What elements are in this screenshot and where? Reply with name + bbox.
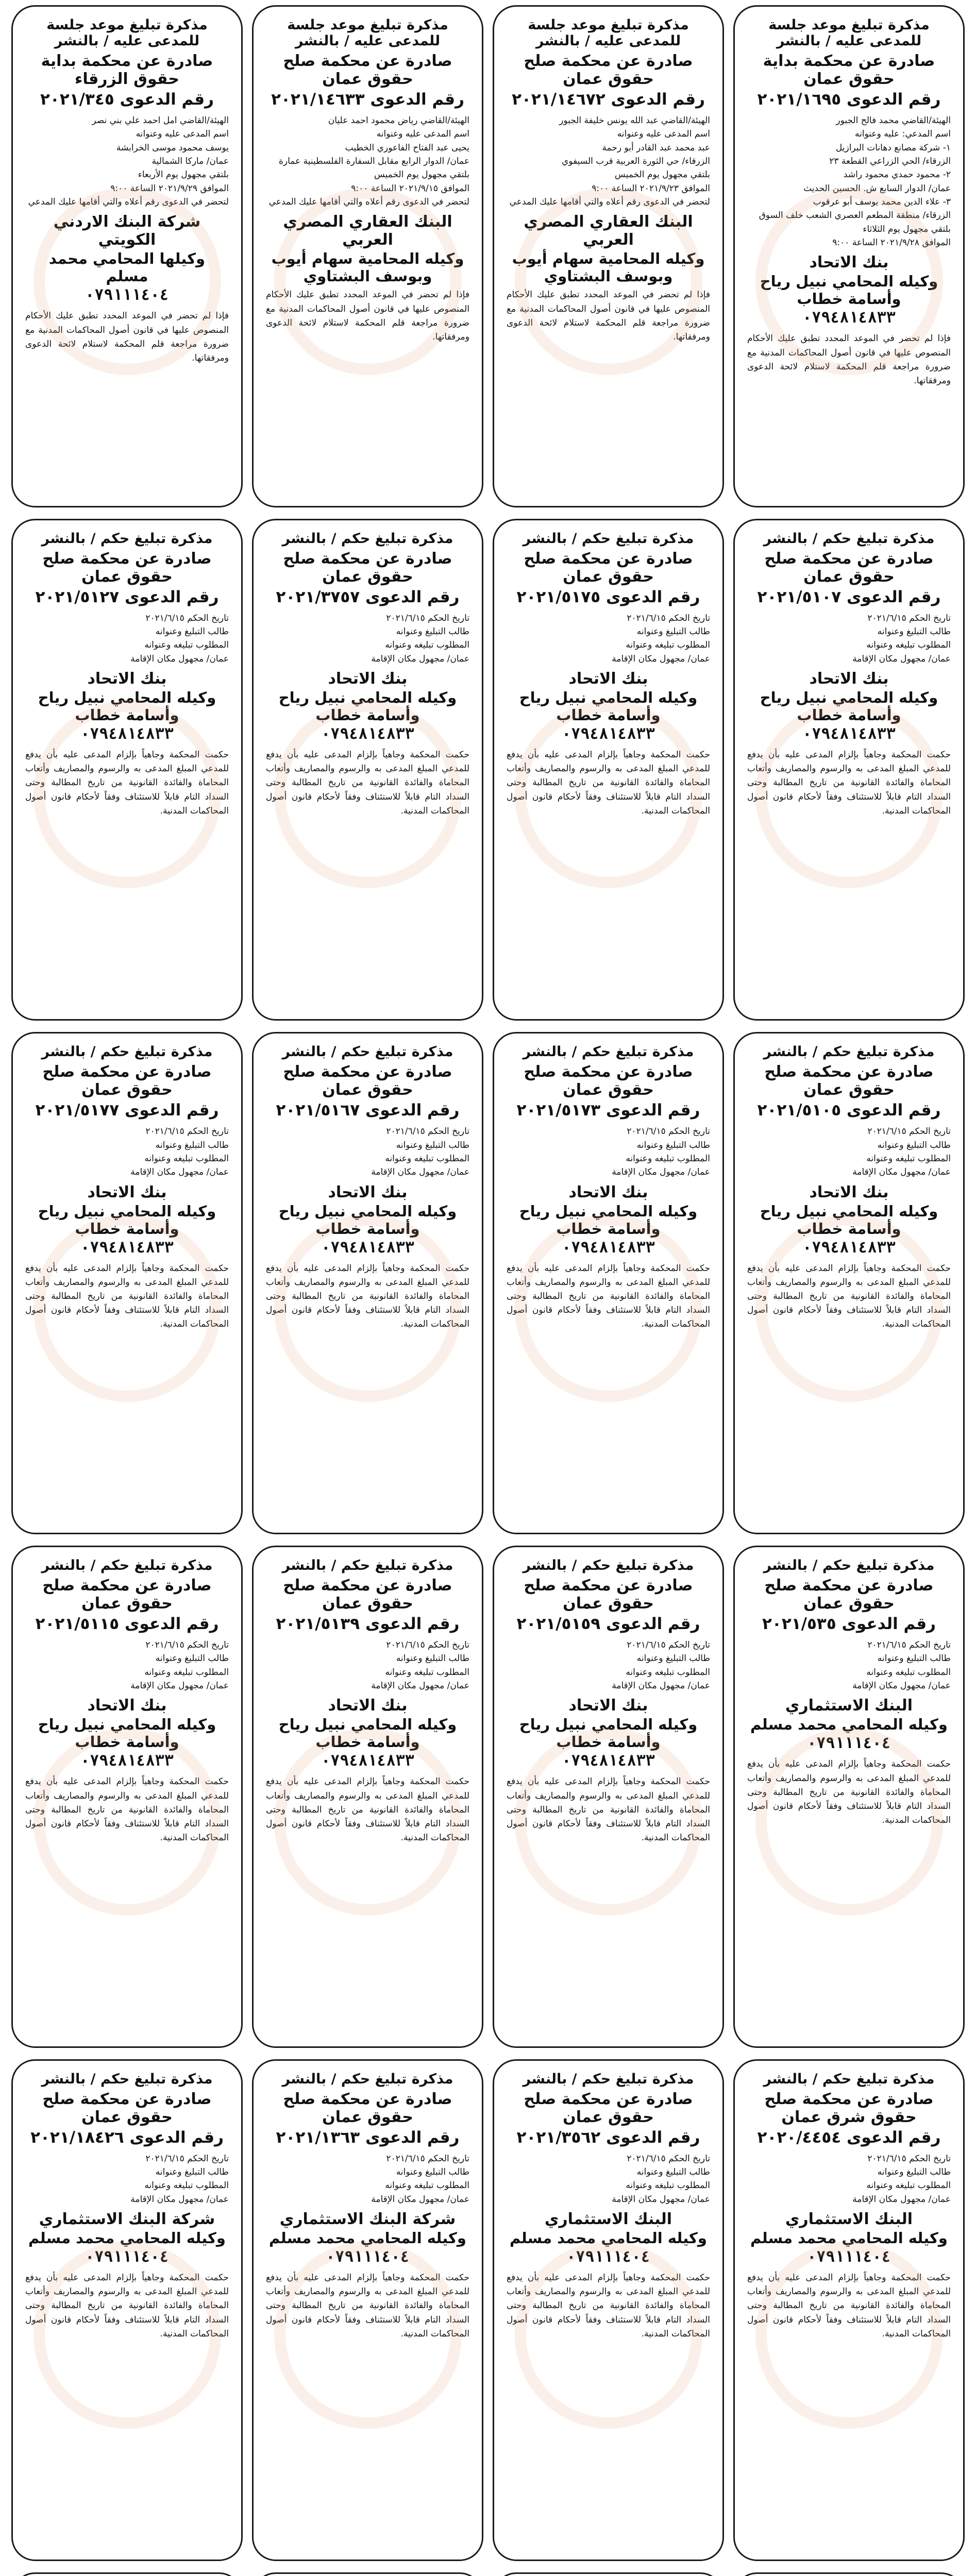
court-notice <box>493 5 724 507</box>
court-notice <box>252 1546 483 2048</box>
notice-phone: ٠٧٩١١١٤٠٤ <box>807 1734 891 1753</box>
notice-phone: ٠٧٩٤٨١٤٨٣٣ <box>321 1752 414 1770</box>
notice-detail-line: عمان/ مجهول مكان الإقامة <box>612 653 710 664</box>
notice-detail-line: تاريخ الحكم ٢٠٢١/٦/١٥ <box>386 613 469 623</box>
notice-case-number: رقم الدعوى ٢٠٢١/٥١٣٩ <box>276 1615 460 1633</box>
notice-phone: ٠٧٩٤٨١٤٨٣٣ <box>80 1752 174 1770</box>
court-notice <box>252 2059 483 2562</box>
notice-court: صادرة عن محكمة صلح حقوق عمان <box>524 1063 693 1099</box>
notice-body-text: حكمت المحكمة وجاهياً بإلزام المدعى عليه بأن يدفع للمدعي المبلغ المدعى به والرسوم والمصاريف وأتعاب المحاماة والفائدة القانونية من تاريخ المطالبة وحتى السداد التام قابلاً للاستئناف وفقاً لأحكام قانون أصول المحاكمات المدنية. <box>266 1263 469 1330</box>
court-notice <box>11 2059 243 2562</box>
notice-detail-line: طالب التبليغ وعنوانه <box>155 1140 229 1150</box>
notice-header: مذكرة تبليغ حكم / بالنشر <box>523 530 694 547</box>
notice-plaintiff: بنك الاتحاد <box>809 253 889 272</box>
notice-lawyer: وكيلها المحامي محمد مسلم <box>48 250 206 285</box>
notice-body-text: فإذا لم تحضر في الموعد المحدد تطبق عليك الأحكام المنصوص عليها في قانون أصول المحاكمات المدنية مع ضرورة مراجعة قلم المحكمة لاستلام لائحة الدعوى ومرفقاتها. <box>747 333 951 386</box>
notice-case-number: رقم الدعوى ٢٠٢١/٥١٥٩ <box>516 1615 700 1633</box>
notice-body-text: حكمت المحكمة وجاهياً بإلزام المدعى عليه بأن يدفع للمدعي المبلغ المدعى به والرسوم والمصاريف وأتعاب المحاماة والفائدة القانونية من تاريخ المطالبة وحتى السداد التام قابلاً للاستئناف وفقاً لأحكام قانون أصول المحاكمات المدنية. <box>25 1263 229 1330</box>
notice-lawyer: وكيله المحامي نبيل رياح وأسامة خطاب <box>519 689 698 724</box>
notice-phone: ٠٧٩٤٨١٤٨٣٣ <box>562 1752 655 1770</box>
notice-detail-line: طالب التبليغ وعنوانه <box>396 1140 469 1150</box>
notice-lawyer: وكيله المحامي نبيل رياح وأسامة خطاب <box>519 1202 698 1238</box>
notice-detail-line: عمان/ مجهول مكان الإقامة <box>852 1167 951 1178</box>
notice-lawyer: وكيله المحامي نبيل رياح وأسامة خطاب <box>38 1716 216 1751</box>
notice-detail-line: عمان/ مجهول مكان الإقامة <box>130 653 229 664</box>
court-notice <box>493 519 724 1021</box>
notice-court: صادرة عن محكمة صلح حقوق عمان <box>524 2090 693 2126</box>
notice-detail-line: عمان/ مجهول مكان الإقامة <box>852 2194 951 2205</box>
notice-detail-line: ٣- علاء الدين محمد يوسف أبو عرقوب <box>813 197 951 208</box>
notice-plaintiff: بنك الاتحاد <box>87 1183 167 1201</box>
notice-phone: ٠٧٩١١١٤٠٤ <box>85 286 169 304</box>
notice-case-number: رقم الدعوى ٢٠٢١/٣٧٥٧ <box>276 587 460 606</box>
notice-body-text: حكمت المحكمة وجاهياً بإلزام المدعى عليه بأن يدفع للمدعي المبلغ المدعى به والرسوم والمصاريف وأتعاب المحاماة والفائدة القانونية من تاريخ المطالبة وحتى السداد التام قابلاً للاستئناف وفقاً لأحكام قانون أصول المحاكمات المدنية. <box>266 1776 469 1843</box>
notice-header: مذكرة تبليغ حكم / بالنشر <box>41 2071 213 2087</box>
notice-detail-line: لتحضر في الدعوى رقم أعلاه والتي أقامها عليك المدعي <box>28 197 229 208</box>
notice-court: صادرة عن محكمة صلح حقوق عمان <box>42 1577 212 1613</box>
notice-lawyer: وكيله المحامي نبيل رياح وأسامة خطاب <box>760 273 938 308</box>
notice-court: صادرة عن محكمة صلح حقوق عمان <box>524 549 693 586</box>
notice-detail-line: يحيى عبد الفتاح الفاعوري الخطيب <box>345 142 469 153</box>
notice-court: صادرة عن محكمة صلح حقوق عمان <box>283 1577 452 1613</box>
notice-header: مذكرة تبليغ حكم / بالنشر <box>523 1044 694 1060</box>
notice-case-number: رقم الدعوى ٢٠٢١/٥١٧٧ <box>35 1101 219 1120</box>
notice-detail-line: عمان/ مجهول مكان الإقامة <box>371 653 469 664</box>
notice-plaintiff: بنك الاتحاد <box>568 1183 648 1201</box>
notice-plaintiff: بنك الاتحاد <box>809 670 889 688</box>
notice-detail-line: تاريخ الحكم ٢٠٢١/٦/١٥ <box>145 2153 229 2164</box>
notice-lawyer: وكيله المحامي نبيل رياح وأسامة خطاب <box>760 1202 938 1238</box>
notice-detail-line: المطلوب تبليغه وعنوانه <box>385 640 469 651</box>
notice-court: صادرة عن محكمة بداية حقوق عمان <box>763 52 935 88</box>
notice-plaintiff: بنك الاتحاد <box>87 1697 167 1715</box>
notice-plaintiff: بنك الاتحاد <box>328 1697 408 1715</box>
notice-phone: ٠٧٩٤٨١٤٨٣٣ <box>80 725 174 743</box>
notice-detail-line: طالب التبليغ وعنوانه <box>396 1653 469 1664</box>
notice-detail-line: تاريخ الحكم ٢٠٢١/٦/١٥ <box>386 1640 469 1650</box>
notice-detail-line: المطلوب تبليغه وعنوانه <box>144 1154 229 1164</box>
notice-body-text: حكمت المحكمة وجاهياً بإلزام المدعى عليه بأن يدفع للمدعي المبلغ المدعى به والرسوم والمصاريف وأتعاب المحاماة والفائدة القانونية من تاريخ المطالبة وحتى السداد التام قابلاً للاستئناف وفقاً لأحكام قانون أصول المحاكمات المدنية. <box>507 1776 710 1843</box>
notice-plaintiff: بنك الاتحاد <box>87 670 167 688</box>
court-notice <box>493 1546 724 2048</box>
notice-detail-line: اسم المدعى عليه وعنوانه <box>136 129 229 140</box>
notice-detail-line: الموافق ٢٠٢١/٩/١٥ الساعة ٩:٠٠ <box>351 183 469 194</box>
notice-detail-line: المطلوب تبليغه وعنوانه <box>385 2180 469 2191</box>
notice-detail-line: المطلوب تبليغه وعنوانه <box>866 2180 951 2191</box>
notice-lawyer: وكيله المحامية سهام أيوب وبوسف البشتاوي <box>271 250 464 285</box>
notice-detail-line: تاريخ الحكم ٢٠٢١/٦/١٥ <box>145 1640 229 1650</box>
notice-body-text: حكمت المحكمة وجاهياً بإلزام المدعى عليه بأن يدفع للمدعي المبلغ المدعى به والرسوم والمصاريف وأتعاب المحاماة والفائدة القانونية من تاريخ المطالبة وحتى السداد التام قابلاً للاستئناف وفقاً لأحكام قانون أصول المحاكمات المدنية. <box>25 750 229 816</box>
notice-case-number: رقم الدعوى ٢٠٢١/٥١٠٥ <box>757 1101 941 1120</box>
notice-detail-line: تاريخ الحكم ٢٠٢١/٦/١٥ <box>627 2153 710 2164</box>
notice-case-number: رقم الدعوى ٢٠٢١/٥١٢٧ <box>35 587 219 606</box>
notice-header: مذكرة تبليغ حكم / بالنشر <box>41 530 213 547</box>
notice-lawyer: وكيله المحامي نبيل رياح وأسامة خطاب <box>278 1202 457 1238</box>
notice-court: صادرة عن محكمة صلح حقوق عمان <box>524 52 693 88</box>
notice-lawyer: وكيله المحامي محمد مسلم <box>510 2229 707 2247</box>
notice-body-text: حكمت المحكمة وجاهياً بإلزام المدعى عليه بأن يدفع للمدعي المبلغ المدعى به والرسوم والمصاريف وأتعاب المحاماة والفائدة القانونية من تاريخ المطالبة وحتى السداد التام قابلاً للاستئناف وفقاً لأحكام قانون أصول المحاكمات المدنية. <box>747 1759 951 1826</box>
court-notice <box>733 2059 965 2562</box>
notice-case-number: رقم الدعوى ٢٠٢١/١٨٤٢٦ <box>30 2128 224 2147</box>
notice-detail-line: طالب التبليغ وعنوانه <box>636 626 710 637</box>
notice-header: مذكرة تبليغ حكم / بالنشر <box>763 530 935 547</box>
notice-detail-line: اسم المدعى عليه وعنوانه <box>376 129 469 140</box>
notice-detail-line: طالب التبليغ وعنوانه <box>155 2167 229 2177</box>
court-notice <box>493 2059 724 2562</box>
notice-detail-line: الموافق ٢٠٢١/٩/٢٨ الساعة ٩:٠٠ <box>832 238 951 248</box>
notice-detail-line: تاريخ الحكم ٢٠٢١/٦/١٥ <box>867 1126 951 1137</box>
notice-detail-line: طالب التبليغ وعنوانه <box>396 2167 469 2177</box>
notice-lawyer: وكيله المحامي محمد مسلم <box>28 2229 226 2247</box>
notice-plaintiff: بنك الاتحاد <box>328 1183 408 1201</box>
notice-detail-line: الهيئة/القاضي امل احمد علي بني نصر <box>92 115 229 126</box>
notice-court: صادرة عن محكمة صلح حقوق شرق عمان <box>764 2090 934 2126</box>
notice-header: مذكرة تبليغ موعد جلسة للمدعى عليه / بالنشر <box>287 17 448 49</box>
notice-detail-line: الموافق ٢٠٢١/٩/٢٣ الساعة ٩:٠٠ <box>592 183 710 194</box>
notice-phone: ٠٧٩١١١٤٠٤ <box>326 2248 410 2266</box>
notices-grid <box>11 5 965 2576</box>
notice-phone: ٠٧٩٤٨١٤٨٣٣ <box>562 725 655 743</box>
notice-phone: ٠٧٩٤٨١٤٨٣٣ <box>562 1238 655 1257</box>
notice-phone: ٠٧٩١١١٤٠٤ <box>807 2248 891 2266</box>
notice-detail-line: طالب التبليغ وعنوانه <box>396 626 469 637</box>
notice-detail-line: تاريخ الحكم ٢٠٢١/٦/١٥ <box>627 1640 710 1650</box>
notice-case-number: رقم الدعوى ٢٠٢١/١٦٩٥ <box>757 90 941 109</box>
notice-detail-line: المطلوب تبليغه وعنوانه <box>626 1667 710 1677</box>
notice-detail-line: طالب التبليغ وعنوانه <box>155 626 229 637</box>
notice-detail-line: عمان/ مجهول مكان الإقامة <box>371 1167 469 1178</box>
notice-detail-line: عمان/ مجهول مكان الإقامة <box>852 653 951 664</box>
court-notice <box>11 1546 243 2048</box>
notice-detail-line: عمان/ مجهول مكان الإقامة <box>371 1681 469 1691</box>
notice-header: مذكرة تبليغ حكم / بالنشر <box>41 1044 213 1060</box>
notice-phone: ٠٧٩٤٨١٤٨٣٣ <box>80 1238 174 1257</box>
notice-case-number: رقم الدعوى ٢٠٢١/١٤٦٧٢ <box>512 90 705 109</box>
notice-detail-line: طالب التبليغ وعنوانه <box>636 1140 710 1150</box>
notice-header: مذكرة تبليغ حكم / بالنشر <box>41 1557 213 1573</box>
notice-body-text: حكمت المحكمة وجاهياً بإلزام المدعى عليه بأن يدفع للمدعي المبلغ المدعى به والرسوم والمصاريف وأتعاب المحاماة والفائدة القانونية من تاريخ المطالبة وحتى السداد التام قابلاً للاستئناف وفقاً لأحكام قانون أصول المحاكمات المدنية. <box>747 750 951 816</box>
notice-phone: ٠٧٩٤٨١٤٨٣٣ <box>802 309 896 327</box>
notice-detail-line: اسم المدعي: عليه وعنوانه <box>854 129 951 140</box>
notice-detail-line: عمان/ مجهول مكان الإقامة <box>612 1681 710 1691</box>
notice-detail-line: الهيئة/القاضي رياض محمود احمد عليان <box>328 115 469 126</box>
notice-case-number: رقم الدعوى ٢٠٢١/٥١٦٧ <box>276 1101 460 1120</box>
notice-court: صادرة عن محكمة صلح حقوق عمان <box>283 2090 452 2126</box>
notice-detail-line: اسم المدعى عليه وعنوانه <box>617 129 710 140</box>
court-notice <box>733 519 965 1021</box>
notice-body-text: حكمت المحكمة وجاهياً بإلزام المدعى عليه بأن يدفع للمدعي المبلغ المدعى به والرسوم والمصاريف وأتعاب المحاماة والفائدة القانونية من تاريخ المطالبة وحتى السداد التام قابلاً للاستئناف وفقاً لأحكام قانون أصول المحاكمات المدنية. <box>25 2273 229 2339</box>
notice-court: صادرة عن محكمة صلح حقوق عمان <box>42 549 212 586</box>
notice-detail-line: الهيئة/القاضي محمد فالح الجبور <box>836 115 951 126</box>
notice-lawyer: وكيله المحامي محمد مسلم <box>750 1716 948 1734</box>
court-notice <box>252 5 483 507</box>
notice-detail-line: تاريخ الحكم ٢٠٢١/٦/١٥ <box>627 613 710 623</box>
notice-detail-line: عبد محمد عبد القادر أبو رحمة <box>602 142 710 153</box>
notice-detail-line: المطلوب تبليغه وعنوانه <box>866 640 951 651</box>
court-notice <box>493 1032 724 1534</box>
notice-detail-line: المطلوب تبليغه وعنوانه <box>626 1154 710 1164</box>
court-notice <box>252 2572 483 2576</box>
notice-detail-line: عمان/ مجهول مكان الإقامة <box>371 2194 469 2205</box>
notice-body-text: حكمت المحكمة وجاهياً بإلزام المدعى عليه بأن يدفع للمدعي المبلغ المدعى به والرسوم والمصاريف وأتعاب المحاماة والفائدة القانونية من تاريخ المطالبة وحتى السداد التام قابلاً للاستئناف وفقاً لأحكام قانون أصول المحاكمات المدنية. <box>507 1263 710 1330</box>
notice-lawyer: وكيله المحامي نبيل رياح وأسامة خطاب <box>38 689 216 724</box>
notice-detail-line: طالب التبليغ وعنوانه <box>877 1653 951 1664</box>
notice-header: مذكرة تبليغ حكم / بالنشر <box>523 1557 694 1573</box>
court-notice <box>252 519 483 1021</box>
notice-detail-line: المطلوب تبليغه وعنوانه <box>626 2180 710 2191</box>
notice-phone: ٠٧٩٤٨١٤٨٣٣ <box>802 1238 896 1257</box>
notice-header: مذكرة تبليغ حكم / بالنشر <box>282 1557 453 1573</box>
notice-phone: ٠٧٩٤٨١٤٨٣٣ <box>802 725 896 743</box>
notice-phone: ٠٧٩١١١٤٠٤ <box>566 2248 650 2266</box>
notice-lawyer: وكيله المحامي محمد مسلم <box>750 2229 948 2247</box>
notice-plaintiff: البنك الاستثماري <box>785 1697 913 1715</box>
notice-detail-line: طالب التبليغ وعنوانه <box>877 1140 951 1150</box>
notice-detail-line: بلتقي مجهول يوم الثلاثاء <box>863 224 951 234</box>
notice-plaintiff: البنك العقاري المصري العربي <box>524 213 693 249</box>
notice-court: صادرة عن محكمة صلح حقوق عمان <box>42 2090 212 2126</box>
notice-body-text: حكمت المحكمة وجاهياً بإلزام المدعى عليه بأن يدفع للمدعي المبلغ المدعى به والرسوم والمصاريف وأتعاب المحاماة والفائدة القانونية من تاريخ المطالبة وحتى السداد التام قابلاً للاستئناف وفقاً لأحكام قانون أصول المحاكمات المدنية. <box>266 750 469 816</box>
court-notice <box>733 5 965 507</box>
notice-plaintiff: بنك الاتحاد <box>809 1183 889 1201</box>
notice-detail-line: الموافق ٢٠٢١/٩/٢٩ الساعة ٩:٠٠ <box>110 183 229 194</box>
notice-detail-line: عمان/ الدوار السابع ش. الحسين الحديث <box>803 183 951 194</box>
notice-plaintiff: شركة البنك الاستثماري <box>39 2210 215 2229</box>
notice-detail-line: عمان/ مجهول مكان الإقامة <box>130 1167 229 1178</box>
court-notice <box>11 5 243 507</box>
notice-court: صادرة عن محكمة بداية حقوق الزرقاء <box>41 52 213 88</box>
notice-lawyer: وكيله المحامي نبيل رياح وأسامة خطاب <box>278 1716 457 1751</box>
notice-plaintiff: بنك الاتحاد <box>568 670 648 688</box>
notice-phone: ٠٧٩١١١٤٠٤ <box>85 2248 169 2266</box>
notice-detail-line: طالب التبليغ وعنوانه <box>155 1653 229 1664</box>
notice-court: صادرة عن محكمة صلح حقوق عمان <box>524 1577 693 1613</box>
notice-detail-line: طالب التبليغ وعنوانه <box>877 626 951 637</box>
notice-detail-line: عمان/ الدوار الرابع مقابل السفارة الفلسطينية عمارة <box>278 156 469 167</box>
court-notice <box>11 519 243 1021</box>
notice-detail-line: عمان/ مجهول مكان الإقامة <box>130 1681 229 1691</box>
court-notice <box>11 2572 243 2576</box>
court-notice <box>11 1032 243 1534</box>
notice-header: مذكرة تبليغ موعد جلسة للمدعى عليه / بالنشر <box>46 17 208 49</box>
notice-body-text: حكمت المحكمة وجاهياً بإلزام المدعى عليه بأن يدفع للمدعي المبلغ المدعى به والرسوم والمصاريف وأتعاب المحاماة والفائدة القانونية من تاريخ المطالبة وحتى السداد التام قابلاً للاستئناف وفقاً لأحكام قانون أصول المحاكمات المدنية. <box>25 1776 229 1843</box>
court-notice <box>252 1032 483 1534</box>
notice-header: مذكرة تبليغ حكم / بالنشر <box>282 2071 453 2087</box>
notice-case-number: رقم الدعوى ٢٠٢١/٥١٠٧ <box>757 587 941 606</box>
notice-header: مذكرة تبليغ حكم / بالنشر <box>763 1044 935 1060</box>
notice-detail-line: المطلوب تبليغه وعنوانه <box>866 1154 951 1164</box>
notice-body-text: فإذا لم تحضر في الموعد المحدد تطبق عليك الأحكام المنصوص عليها في قانون أصول المحاكمات المدنية مع ضرورة مراجعة قلم المحكمة لاستلام لائحة الدعوى ومرفقاتها. <box>25 311 229 363</box>
notice-lawyer: وكيله المحامية سهام أيوب وبوسف البشتاوي <box>512 250 705 285</box>
notice-detail-line: تاريخ الحكم ٢٠٢١/٦/١٥ <box>386 1126 469 1137</box>
notice-header: مذكرة تبليغ حكم / بالنشر <box>282 530 453 547</box>
notice-body-text: فإذا لم تحضر في الموعد المحدد تطبق عليك الأحكام المنصوص عليها في قانون أصول المحاكمات المدنية مع ضرورة مراجعة قلم المحكمة لاستلام لائحة الدعوى ومرفقاتها. <box>507 290 710 342</box>
notice-body-text: حكمت المحكمة وجاهياً بإلزام المدعى عليه بأن يدفع للمدعي المبلغ المدعى به والرسوم والمصاريف وأتعاب المحاماة والفائدة القانونية من تاريخ المطالبة وحتى السداد التام قابلاً للاستئناف وفقاً لأحكام قانون أصول المحاكمات المدنية. <box>747 2273 951 2339</box>
notice-case-number: رقم الدعوى ٢٠٢١/٣٥٦٢ <box>516 2128 700 2147</box>
notice-body-text: حكمت المحكمة وجاهياً بإلزام المدعى عليه بأن يدفع للمدعي المبلغ المدعى به والرسوم والمصاريف وأتعاب المحاماة والفائدة القانونية من تاريخ المطالبة وحتى السداد التام قابلاً للاستئناف وفقاً لأحكام قانون أصول المحاكمات المدنية. <box>266 2273 469 2339</box>
notice-detail-line: بلتقي مجهول يوم الخميس <box>614 170 710 180</box>
notice-detail-line: تاريخ الحكم ٢٠٢١/٦/١٥ <box>867 1640 951 1650</box>
notice-detail-line: المطلوب تبليغه وعنوانه <box>144 2180 229 2191</box>
notice-court: صادرة عن محكمة صلح حقوق عمان <box>283 52 452 88</box>
notice-court: صادرة عن محكمة صلح حقوق عمان <box>764 549 934 586</box>
notice-header: مذكرة تبليغ حكم / بالنشر <box>282 1044 453 1060</box>
notice-detail-line: الزرقاء/ حي الثورة العربية قرب السيفوي <box>561 156 710 167</box>
notice-court: صادرة عن محكمة صلح حقوق عمان <box>42 1063 212 1099</box>
notice-detail-line: تاريخ الحكم ٢٠٢١/٦/١٥ <box>627 1126 710 1137</box>
notice-detail-line: المطلوب تبليغه وعنوانه <box>144 1667 229 1677</box>
notice-court: صادرة عن محكمة صلح حقوق عمان <box>764 1063 934 1099</box>
court-notice <box>733 1032 965 1534</box>
notice-case-number: رقم الدعوى ٢٠٢١/٥١٧٥ <box>516 587 700 606</box>
notice-header: مذكرة تبليغ موعد جلسة للمدعى عليه / بالنشر <box>768 17 930 49</box>
notice-detail-line: طالب التبليغ وعنوانه <box>636 1653 710 1664</box>
notice-detail-line: المطلوب تبليغه وعنوانه <box>385 1154 469 1164</box>
notice-plaintiff: البنك العقاري المصري العربي <box>283 213 452 249</box>
notice-plaintiff: شركة البنك الاستثماري <box>279 2210 456 2229</box>
notice-detail-line: عمان/ مجهول مكان الإقامة <box>612 1167 710 1178</box>
notice-lawyer: وكيله المحامي نبيل رياح وأسامة خطاب <box>760 689 938 724</box>
notice-plaintiff: البنك الاستثماري <box>785 2210 913 2229</box>
notice-detail-line: يوسف محمود موسى الخرابشة <box>116 142 229 153</box>
notice-header: مذكرة تبليغ موعد جلسة للمدعى عليه / بالنشر <box>528 17 689 49</box>
notice-detail-line: الهيئة/القاضي عبد الله يونس خليفة الجبور <box>559 115 710 126</box>
notice-case-number: رقم الدعوى ٢٠٢١/١٣٦٣ <box>276 2128 460 2147</box>
notice-lawyer: وكيله المحامي نبيل رياح وأسامة خطاب <box>519 1716 698 1751</box>
notice-detail-line: عمان/ مجهول مكان الإقامة <box>130 2194 229 2205</box>
notice-plaintiff: شركة البنك الاردني الكويتي <box>53 213 201 249</box>
notice-plaintiff: بنك الاتحاد <box>328 670 408 688</box>
notice-detail-line: المطلوب تبليغه وعنوانه <box>866 1667 951 1677</box>
notice-phone: ٠٧٩٤٨١٤٨٣٣ <box>321 725 414 743</box>
notice-court: صادرة عن محكمة صلح حقوق عمان <box>283 549 452 586</box>
notice-detail-line: طالب التبليغ وعنوانه <box>877 2167 951 2177</box>
notice-body-text: حكمت المحكمة وجاهياً بإلزام المدعى عليه بأن يدفع للمدعي المبلغ المدعى به والرسوم والمصاريف وأتعاب المحاماة والفائدة القانونية من تاريخ المطالبة وحتى السداد التام قابلاً للاستئناف وفقاً لأحكام قانون أصول المحاكمات المدنية. <box>507 2273 710 2339</box>
notice-lawyer: وكيله المحامي نبيل رياح وأسامة خطاب <box>38 1202 216 1238</box>
notice-body-text: حكمت المحكمة وجاهياً بإلزام المدعى عليه بأن يدفع للمدعي المبلغ المدعى به والرسوم والمصاريف وأتعاب المحاماة والفائدة القانونية من تاريخ المطالبة وحتى السداد التام قابلاً للاستئناف وفقاً لأحكام قانون أصول المحاكمات المدنية. <box>747 1263 951 1330</box>
notice-detail-line: المطلوب تبليغه وعنوانه <box>144 640 229 651</box>
notice-detail-line: الزرقاء/ الحي الزراعي القطعة ٢٣ <box>829 156 951 167</box>
notice-detail-line: بلتقي مجهول يوم الأربعاء <box>138 170 229 180</box>
notice-detail-line: الزرقاء/ منطقة المطعم العصري الشعب خلف السوق <box>759 210 951 221</box>
notice-detail-line: طالب التبليغ وعنوانه <box>636 2167 710 2177</box>
notice-detail-line: عمان/ مجهول مكان الإقامة <box>852 1681 951 1691</box>
notice-detail-line: عمان/ مجهول مكان الإقامة <box>612 2194 710 2205</box>
notice-detail-line: لتحضر في الدعوى رقم أعلاه والتي أقامها عليك المدعي <box>268 197 469 208</box>
notice-lawyer: وكيله المحامي محمد مسلم <box>269 2229 466 2247</box>
notice-case-number: رقم الدعوى ٢٠٢١/٥١١٥ <box>35 1615 219 1633</box>
notice-court: صادرة عن محكمة صلح حقوق عمان <box>283 1063 452 1099</box>
notice-phone: ٠٧٩٤٨١٤٨٣٣ <box>321 1238 414 1257</box>
notice-court: صادرة عن محكمة صلح حقوق عمان <box>764 1577 934 1613</box>
notice-detail-line: تاريخ الحكم ٢٠٢١/٦/١٥ <box>386 2153 469 2164</box>
court-notice <box>733 2572 965 2576</box>
notice-body-text: حكمت المحكمة وجاهياً بإلزام المدعى عليه بأن يدفع للمدعي المبلغ المدعى به والرسوم والمصاريف وأتعاب المحاماة والفائدة القانونية من تاريخ المطالبة وحتى السداد التام قابلاً للاستئناف وفقاً لأحكام قانون أصول المحاكمات المدنية. <box>507 750 710 816</box>
notice-case-number: رقم الدعوى ٢٠٢١/٥٣٥ <box>762 1615 936 1633</box>
notice-detail-line: عمان/ ماركا الشمالية <box>152 156 229 167</box>
court-notice <box>493 2572 724 2576</box>
notice-header: مذكرة تبليغ حكم / بالنشر <box>763 2071 935 2087</box>
court-notice <box>733 1546 965 2048</box>
notice-detail-line: المطلوب تبليغه وعنوانه <box>626 640 710 651</box>
notice-detail-line: المطلوب تبليغه وعنوانه <box>385 1667 469 1677</box>
notice-header: مذكرة تبليغ حكم / بالنشر <box>523 2071 694 2087</box>
notice-case-number: رقم الدعوى ٢٠٢٠/٤٤٥٤ <box>757 2128 941 2147</box>
notice-detail-line: تاريخ الحكم ٢٠٢١/٦/١٥ <box>867 613 951 623</box>
notice-body-text: فإذا لم تحضر في الموعد المحدد تطبق عليك الأحكام المنصوص عليها في قانون أصول المحاكمات المدنية مع ضرورة مراجعة قلم المحكمة لاستلام لائحة الدعوى ومرفقاتها. <box>266 290 469 342</box>
notice-detail-line: بلتقي مجهول يوم الخميس <box>374 170 469 180</box>
notice-detail-line: لتحضر في الدعوى رقم أعلاه والتي أقامها عليك المدعي <box>509 197 710 208</box>
notice-detail-line: تاريخ الحكم ٢٠٢١/٦/١٥ <box>145 613 229 623</box>
notice-plaintiff: بنك الاتحاد <box>568 1697 648 1715</box>
notice-lawyer: وكيله المحامي نبيل رياح وأسامة خطاب <box>278 689 457 724</box>
notice-detail-line: ٢- محمود حمدي محمود راشد <box>843 170 951 180</box>
notice-detail-line: تاريخ الحكم ٢٠٢١/٦/١٥ <box>867 2153 951 2164</box>
notice-detail-line: ١- شركة مصانع دهانات البرازيل <box>835 142 951 153</box>
notice-detail-line: تاريخ الحكم ٢٠٢١/٦/١٥ <box>145 1126 229 1137</box>
notice-header: مذكرة تبليغ حكم / بالنشر <box>763 1557 935 1573</box>
notice-case-number: رقم الدعوى ٢٠٢١/١٤٦٣٣ <box>271 90 464 109</box>
notice-case-number: رقم الدعوى ٢٠٢١/٣٤٥ <box>40 90 214 109</box>
notice-case-number: رقم الدعوى ٢٠٢١/٥١٧٣ <box>516 1101 700 1120</box>
notice-plaintiff: البنك الاستثماري <box>544 2210 672 2229</box>
